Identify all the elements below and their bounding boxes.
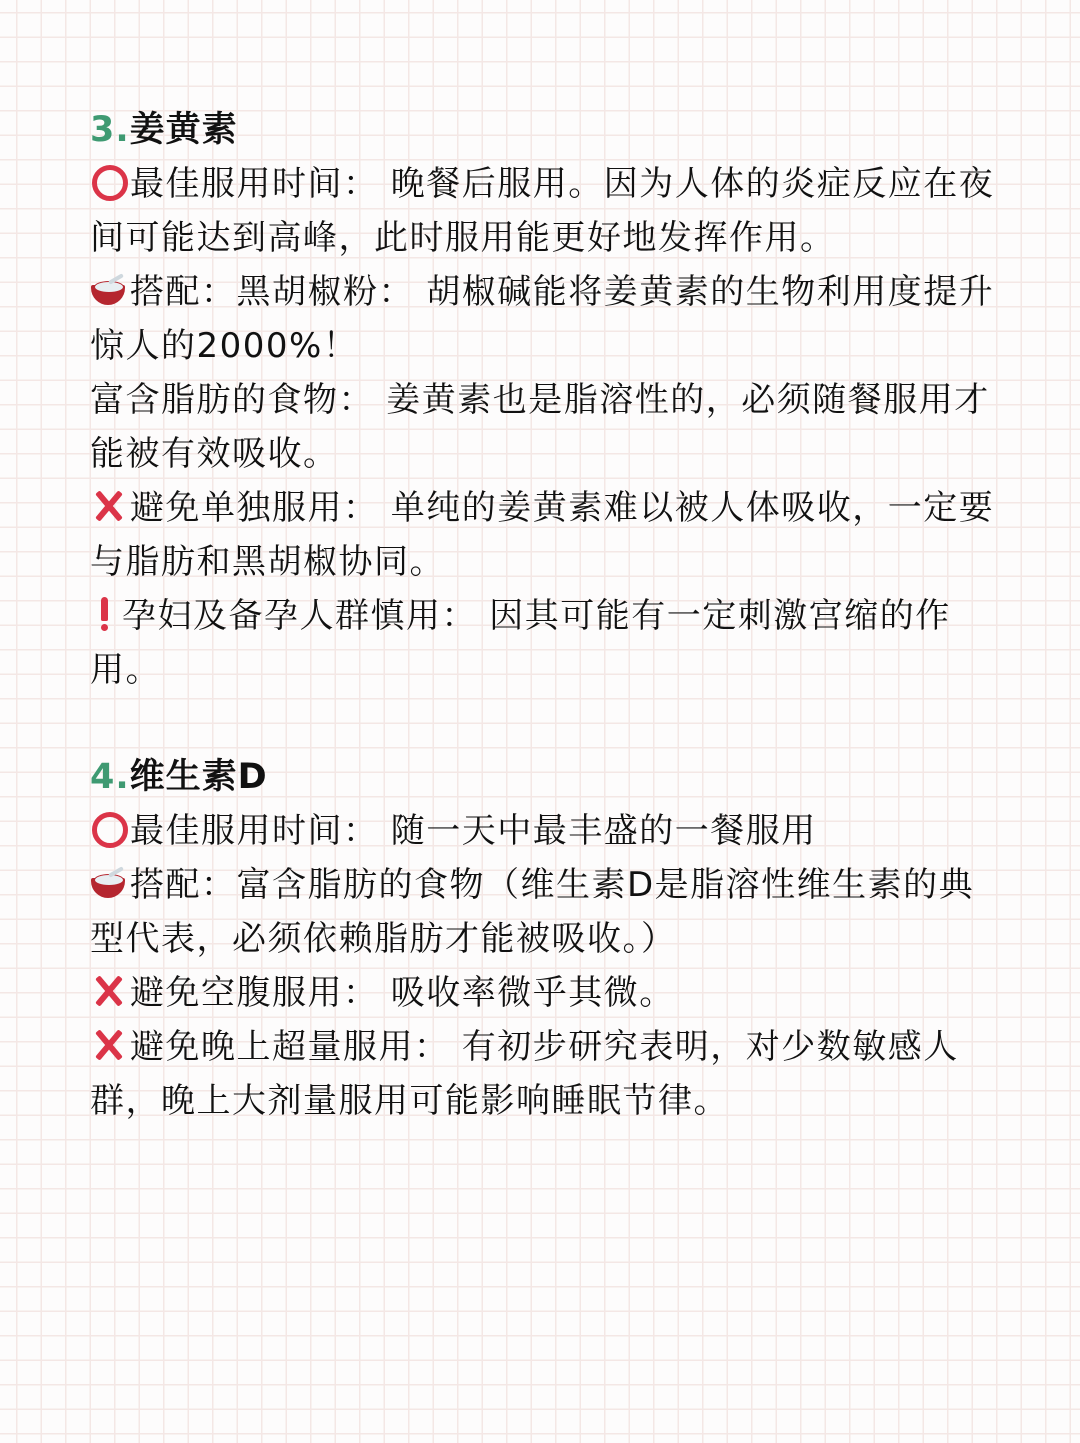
- section-title-text: 姜黄素: [129, 110, 238, 150]
- list-item-fatty-food: [90, 373, 1000, 481]
- exclamation-icon: [90, 595, 120, 633]
- section-title-text: 维生素D: [129, 757, 268, 797]
- bowl-icon: [90, 864, 128, 902]
- section-title: [90, 750, 1000, 804]
- list-item-avoid-empty-stomach: [90, 966, 1000, 1020]
- list-item-pairing: [90, 858, 1000, 966]
- section-number: 4.: [90, 757, 130, 797]
- section-title: [90, 103, 1000, 157]
- cross-icon: [90, 1026, 128, 1064]
- cross-icon: [90, 487, 128, 525]
- list-item-text: 最佳服用时间： 随一天中最丰盛的一餐服用: [130, 811, 817, 851]
- list-item-text: 富含脂肪的食物： 姜黄素也是脂溶性的，必须随餐服用才能被有效吸收。: [90, 380, 990, 474]
- section-number: 3.: [90, 110, 130, 150]
- list-item-best-time: [90, 804, 1000, 858]
- list-item-text: 搭配：富含脂肪的食物（维生素D是脂溶性维生素的典型代表，必须依赖脂肪才能被吸收。）: [90, 865, 975, 959]
- list-item-pairing: [90, 265, 1000, 373]
- bowl-icon: [90, 271, 128, 309]
- list-item-avoid-alone: [90, 481, 1000, 589]
- list-item-text: 搭配：黑胡椒粉： 胡椒碱能将姜黄素的生物利用度提升惊人的2000%！: [90, 272, 995, 366]
- list-item-text: 最佳服用时间： 晚餐后服用。因为人体的炎症反应在夜间可能达到高峰，此时服用能更好地发挥作用。: [90, 164, 995, 258]
- list-item-avoid-night-overdose: [90, 1020, 1000, 1128]
- list-item-text: 避免单独服用： 单纯的姜黄素难以被人体吸收，一定要与脂肪和黑胡椒协同。: [90, 488, 995, 582]
- circle-icon: [90, 163, 128, 201]
- cross-icon: [90, 972, 128, 1010]
- document-page: [90, 103, 1000, 1181]
- list-item-text: 避免空腹服用： 吸收率微乎其微。: [130, 973, 675, 1013]
- section-curcumin: [90, 103, 1000, 697]
- list-item-best-time: [90, 157, 1000, 265]
- list-item-text: 孕妇及备孕人群慎用： 因其可能有一定刺激宫缩的作用。: [90, 596, 951, 690]
- list-item-text: 避免晚上超量服用： 有初步研究表明，对少数敏感人群，晚上大剂量服用可能影响睡眠节律。: [90, 1027, 959, 1121]
- circle-icon: [90, 810, 128, 848]
- list-item-pregnancy-caution: [90, 589, 1000, 697]
- section-vitamin-d: [90, 750, 1000, 1128]
